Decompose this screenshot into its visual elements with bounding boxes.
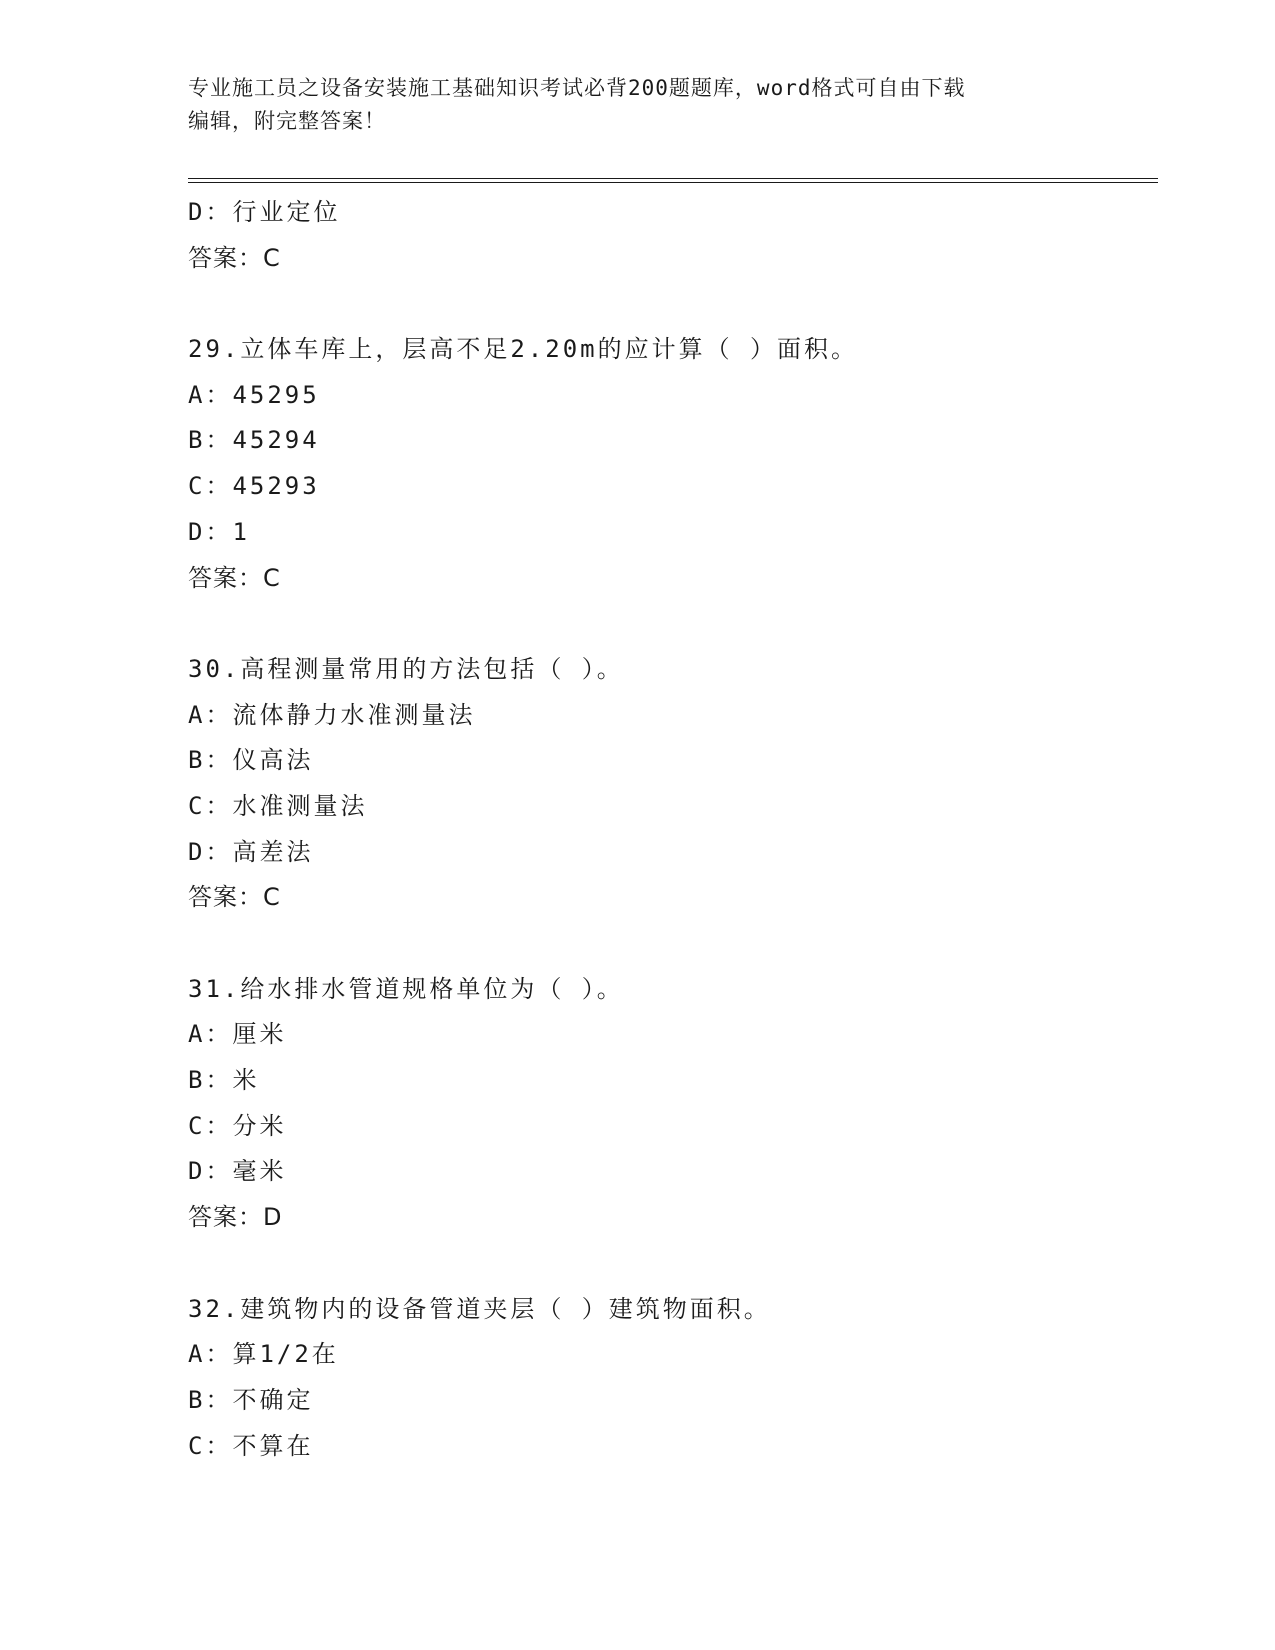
option-d: D：行业定位: [188, 198, 341, 226]
answer: 答案：C: [188, 563, 281, 592]
question-text: 31.给水排水管道规格单位为（ ）。: [188, 974, 624, 1003]
answer: 答案：C: [188, 883, 281, 912]
rule-top: [188, 178, 1158, 179]
option-c: C：分米: [188, 1111, 287, 1140]
option-c: C：水准测量法: [188, 791, 368, 820]
question-block-32: [188, 1287, 1158, 1470]
option-c: C：不算在: [188, 1431, 314, 1460]
question-block-31: [188, 967, 1158, 1241]
option-a: A：流体静力水准测量法: [188, 700, 476, 729]
answer: 答案：D: [188, 1203, 283, 1232]
option-a: A：厘米: [188, 1020, 287, 1049]
answer: 答案：C: [188, 243, 281, 272]
header-line-1: 专业施工员之设备安装施工基础知识考试必背200题题库，word格式可自由下载: [188, 76, 966, 100]
document-header: [188, 72, 1088, 138]
question-block-28-tail: [188, 190, 1158, 281]
header-line-2: 编辑，附完整答案！: [188, 109, 386, 133]
option-d: D：1: [188, 517, 250, 546]
option-b: B：45294: [188, 426, 320, 455]
spacer: [188, 1241, 1158, 1287]
spacer: [188, 921, 1158, 967]
spacer: [188, 601, 1158, 647]
question-text: 30.高程测量常用的方法包括（ ）。: [188, 654, 624, 683]
question-text: 29.立体车库上，层高不足2.20m的应计算（ ）面积。: [188, 335, 859, 364]
option-b: B：仪高法: [188, 746, 314, 775]
question-block-30: [188, 647, 1158, 921]
question-text: 32.建筑物内的设备管道夹层（ ）建筑物面积。: [188, 1294, 771, 1323]
spacer: [188, 281, 1158, 327]
option-d: D：高差法: [188, 837, 314, 866]
option-b: B：米: [188, 1066, 260, 1095]
question-block-29: [188, 327, 1158, 601]
option-c: C：45293: [188, 472, 320, 501]
rule-bottom: [188, 182, 1158, 183]
option-a: A：算1/2在: [188, 1340, 339, 1369]
header-double-rule: [188, 178, 1158, 184]
option-a: A：45295: [188, 380, 320, 409]
question-list: [188, 190, 1158, 1469]
option-d: D：毫米: [188, 1157, 287, 1186]
option-b: B：不确定: [188, 1385, 314, 1414]
